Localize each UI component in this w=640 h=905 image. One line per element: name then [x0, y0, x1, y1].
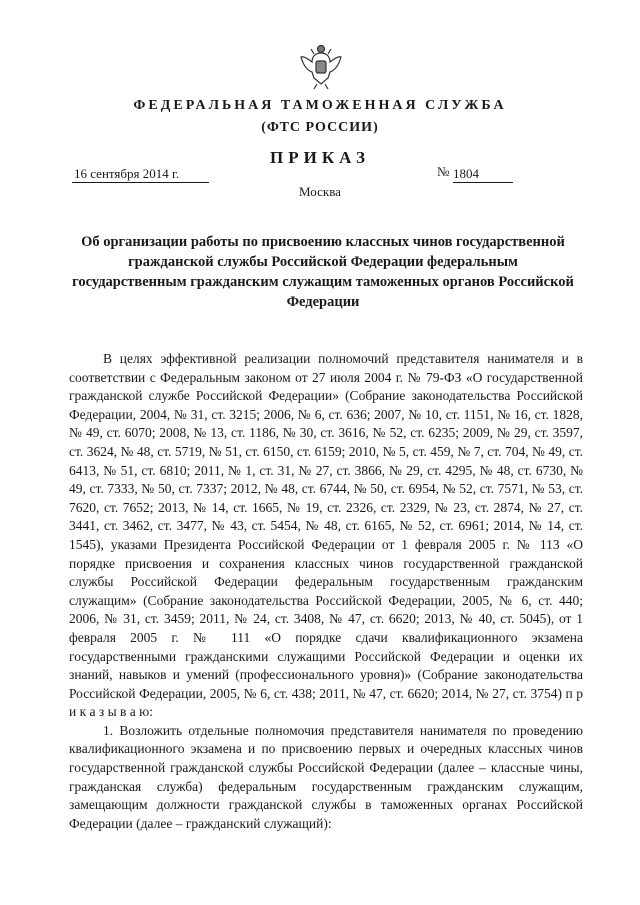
- body-paragraph-preamble: В целях эффективной реализации полномочий представителя нанимателя и в соответствии с Федеральным законом от 27 июля 2004 г. № 79-ФЗ «О государственной гражданской службе Российской Федерации» (Собрание законодательства Российской Федерации, 2004, № 31, ст. 3215; 2006, № 6, ст. 636; 2007, № 10, ст. 1151, № 16, ст. 1828, № 49, ст. 6070; 2008, № 13, ст. 1186, № 30, ст. 3616, № 52, ст. 6235; 2009, № 29, ст. 3597, ст. 3624, № 48, ст. 5719, № 51, ст. 6150, ст. 6159; 2010, № 5, ст. 459, № 7, ст. 704, № 49, ст. 6413, № 51, ст. 6810; 2011, № 1, ст. 31, № 27, ст. 3866, № 29, ст. 4295, № 48, ст. 6730, № 49, ст. 7333, № 50, ст. 7337; 2012, № 48, ст. 6744, № 50, ст. 6954, № 52, ст. 7571, № 53, ст. 7620, ст. 7652; 2013, № 14, ст. 1665, № 19, ст. 2326, ст. 2329, № 23, ст. 2874, № 27, ст. 3441, ст. 3462, ст. 3477, № 43, ст. 5454, № 48, ст. 6165, № 52, ст. 6961; 2014, № 14, ст. 1545), указами Президента Российской Федерации от 1 февраля 2005 г. № 113 «О порядке присвоения и сохранения классных чинов государственной гражданской службы Российской Федерации федеральным государственным гражданским служащим» (Собрание законодательства Российской Федерации, 2005, № 6, ст. 440; 2006, № 31, ст. 3459; 2011, № 24, ст. 3408, № 47, ст. 6620; 2013, № 40, ст. 5045), от 1 февраля 2005 г. № 111 «О порядке сдачи квалификационного экзамена государственными гражданскими служащими Российской Федерации и оценки их знаний, навыков и умений (профессионального уровня)» (Собрание законодательства Российской Федерации, 2005, № 6, ст. 438; 2011, № 47, ст. 6620; 2014, № 27, ст. 3754) п р и к а з ы в а ю:: [69, 351, 583, 720]
- agency-name: ФЕДЕРАЛЬНАЯ ТАМОЖЕННАЯ СЛУЖБА: [133, 98, 507, 113]
- agency-abbreviation: (ФТС РОССИИ): [261, 120, 379, 135]
- document-type-title: ПРИКАЗ: [270, 148, 370, 167]
- issue-city: Москва: [299, 184, 341, 199]
- body-paragraph-item-1: 1. Возложить отдельные полномочия представителя нанимателя по проведению квалификационного экзамена и по присвоению первых и очередных классных чинов государственной гражданской службы Российской Федерации (далее – классные чины, гражданская служба) федеральным государственным гражданским служащим, замещающим должности гражданской службы в таможенных органах Российской Федерации (далее – гражданский служащий):: [69, 722, 583, 831]
- russian-coat-of-arms-emblem: [300, 44, 342, 90]
- order-number-label: №: [437, 164, 450, 179]
- order-heading: Об организации работы по присвоению классных чинов государственной гражданской службы Российской Федерации федеральным государственным гражданским служащим таможенных органов Российской Федерации: [72, 234, 574, 310]
- order-number: 1804: [453, 166, 513, 183]
- order-date: 16 сентября 2014 г.: [72, 166, 209, 183]
- order-body: [69, 350, 583, 833]
